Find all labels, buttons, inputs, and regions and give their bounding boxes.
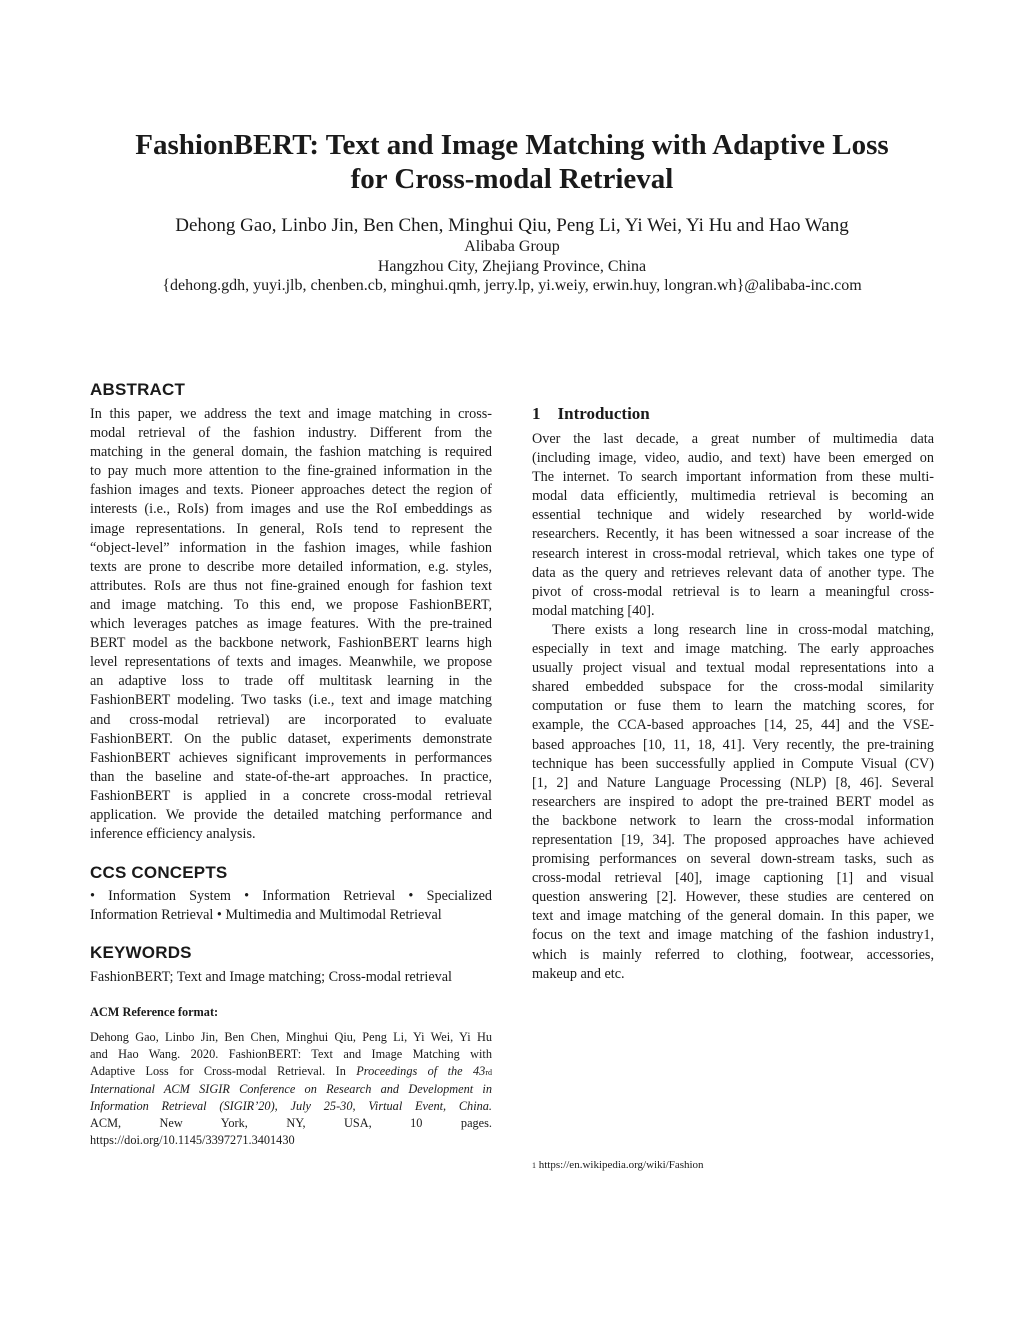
text-line: cross-modal retrieval [40], image captioning [1] and visual: [532, 870, 934, 887]
text-line: interests (i.e., RoIs) from images and use the RoI embeddings as: [90, 501, 492, 518]
text-line: promising performances on several down-stream tasks, such as: [532, 851, 934, 868]
text-line: level representations of texts and images. Meanwhile, we propose: [90, 654, 492, 671]
reference-line: [90, 1063, 492, 1081]
reference-line: [90, 1029, 492, 1046]
text-line: researchers are inspired to adopt the pre-trained BERT model as: [532, 793, 934, 810]
text-line: based approaches [10, 11, 18, 41]. Very recently, the pre-training: [532, 736, 934, 753]
text-line: usually project visual and textual modal representations into a: [532, 660, 934, 677]
paper-title: [0, 128, 1024, 196]
text-line: essential technique and widely researched by world-wide: [532, 507, 934, 524]
keywords-heading: KEYWORDS: [90, 943, 192, 962]
text-line: which is mainly referred to clothing, footwear, accessories,: [532, 946, 934, 963]
text-line: representation [19, 34]. The proposed approaches have achieved: [532, 831, 934, 848]
reference-line: [90, 1081, 492, 1098]
text-line: an adaptive loss to trade off multitask learning in the: [90, 673, 492, 690]
text-line: and cross-modal retrieval) are incorporated to evaluate: [90, 711, 492, 728]
text-line: the backbone network to learn the cross-modal information: [532, 812, 934, 829]
text-line: example, the CCA-based approaches [14, 25, 44] and the VSE-: [532, 717, 934, 734]
text-line: attributes. RoIs are thus not fine-grained enough for fashion text: [90, 577, 492, 594]
abstract-heading-wrap: [90, 380, 492, 400]
text-line: FashionBERT modeling. Two tasks (i.e., text and image matching: [90, 692, 492, 709]
text-line: question answering [2]. However, these studies are centered on: [532, 889, 934, 906]
reference-text: Adaptive Loss for Cross-modal Retrieval. In: [90, 1064, 357, 1078]
text-line: fashion images and texts. Pioneer approaches detect the region of: [90, 482, 492, 499]
affiliation: [0, 237, 1024, 296]
intro-heading-wrap: [532, 404, 934, 424]
text-line: Information Retrieval • Multimedia and Multimodal Retrieval: [90, 907, 442, 924]
text-line: modal matching [40].: [532, 602, 655, 619]
footnote: [532, 1159, 934, 1171]
text-line: especially in text and image matching. The early approaches: [532, 641, 934, 658]
text-line: FashionBERT; Text and Image matching; Cross-modal retrieval: [90, 969, 452, 985]
text-line: The internet. To search important information from these multi-: [532, 469, 934, 486]
text-line: image representations. In general, RoIs tend to represent the: [90, 520, 492, 537]
text-line: focus on the text and image matching of the fashion industry1,: [532, 927, 934, 944]
text-line: modal data efficiently, multimedia retrieval is becoming an: [532, 488, 934, 505]
affiliation-location: Hangzhou City, Zhejiang Province, China: [377, 257, 647, 275]
text-line: (including image, video, audio, and text) have been emerged on: [532, 450, 934, 467]
reference-line: [90, 1132, 492, 1149]
footnote-text: https://en.wikipedia.org/wiki/Fashion: [538, 1159, 704, 1171]
reference-text: Information Retrieval (SIGIR’20), July 25-30, Virtual Event, China.: [90, 1099, 492, 1113]
reference-line: [90, 1098, 492, 1115]
reference-text: ACM, New York, NY, USA, 10 pages.: [90, 1116, 492, 1130]
text-line: BERT model as the backbone network, FashionBERT learns high: [90, 635, 492, 652]
introduction-body: [532, 430, 934, 984]
text-line: inference efficiency analysis.: [90, 826, 256, 843]
acm-reference-body: [90, 1029, 492, 1149]
abstract-heading: ABSTRACT: [90, 380, 186, 399]
text-line: FashionBERT is applied in a concrete cross-modal retrieval: [90, 787, 492, 804]
text-line: modal retrieval of the fashion industry. Different from the: [90, 425, 492, 442]
text-line: makeup and etc.: [532, 965, 625, 982]
text-line: pivot of cross-modal retrieval is to learn a meaningful cross-: [532, 583, 934, 600]
title-line-2: for Cross-modal Retrieval: [350, 163, 674, 195]
text-line: • Information System • Information Retrieval • Specialized: [90, 888, 492, 904]
text-line: research interest in cross-modal retrieval, which takes one type of: [532, 545, 934, 562]
abstract-body: [90, 405, 492, 844]
reference-text: Dehong Gao, Linbo Jin, Ben Chen, Minghui Qiu, Peng Li, Yi Wei, Yi Hu: [90, 1030, 492, 1044]
keywords-heading-wrap: [90, 943, 492, 963]
reference-text: https://doi.org/10.1145/3397271.3401430: [90, 1133, 295, 1147]
text-line: FashionBERT achieves significant improvements in performances: [90, 749, 492, 766]
affiliation-emails: {dehong.gdh, yuyi.jlb, chenben.cb, minghui.qmh, jerry.lp, yi.weiy, erwin.huy, longran.wh}@alibaba-inc.com: [162, 277, 862, 294]
reference-text: and Hao Wang. 2020. FashionBERT: Text and Image Matching with: [90, 1047, 492, 1061]
reference-text: International ACM SIGIR Conference on Research and Development in: [90, 1082, 492, 1096]
text-line: technique has been successfully applied in Compute Visual (CV): [532, 755, 934, 772]
text-line: application. We provide the detailed matching performance and: [90, 806, 492, 823]
text-line: text and image matching of the general domain. In this paper, we: [532, 908, 934, 925]
keywords-body: [90, 968, 492, 987]
text-line: matching in the general domain, the fashion matching is required: [90, 444, 492, 461]
acm-reference-heading: ACM Reference format:: [90, 1005, 219, 1019]
text-line: computation or fuse them to learn the matching scores, for: [532, 698, 934, 715]
introduction-heading: 1 Introduction: [532, 404, 650, 423]
text-line: which leverages patches as image features. With the pre-trained: [90, 616, 492, 633]
text-line: than the baseline and state-of-the-art approaches. In practice,: [90, 768, 492, 785]
text-line: FashionBERT. On the public dataset, experiments demonstrate: [90, 730, 492, 747]
text-line: [1, 2] and Nature Language Processing (NLP) [8, 46]. Several: [532, 774, 934, 791]
reference-text: Proceedings of the 43: [356, 1064, 486, 1078]
text-line: shared embedded subspace for the cross-modal similarity: [532, 679, 934, 696]
title-line-1: FashionBERT: Text and Image Matching with Adaptive Loss: [135, 129, 889, 161]
affiliation-org: Alibaba Group: [464, 238, 560, 255]
text-line: data as the query and retrieves relevant data of another type. The: [532, 564, 934, 581]
reference-line: [90, 1115, 492, 1132]
text-line: Over the last decade, a great number of multimedia data: [532, 431, 934, 447]
text-line: There exists a long research line in cross-modal matching,: [552, 621, 934, 638]
reference-line: [90, 1046, 492, 1063]
text-line: researchers. Recently, it has been witnessed a soar increase of the: [532, 526, 934, 543]
ccs-heading-wrap: [90, 863, 492, 883]
text-line: In this paper, we address the text and image matching in cross-: [90, 406, 492, 422]
text-line: to pay much more attention to the fine-grained information in the: [90, 463, 492, 480]
author-list: Dehong Gao, Linbo Jin, Ben Chen, Minghui Qiu, Peng Li, Yi Wei, Yi Hu and Hao Wang: [175, 215, 849, 236]
text-line: “object-level” information in the fashion images, while fashion: [90, 539, 492, 556]
ccs-body: [90, 887, 492, 925]
text-line: and image matching. To this end, we propose FashionBERT,: [90, 596, 492, 613]
ccs-heading: CCS CONCEPTS: [90, 863, 228, 882]
text-line: texts are prone to describe more detailed information, e.g. styles,: [90, 558, 492, 575]
reference-text: rd: [485, 1068, 492, 1077]
footnote-mark: 1: [532, 1161, 536, 1170]
